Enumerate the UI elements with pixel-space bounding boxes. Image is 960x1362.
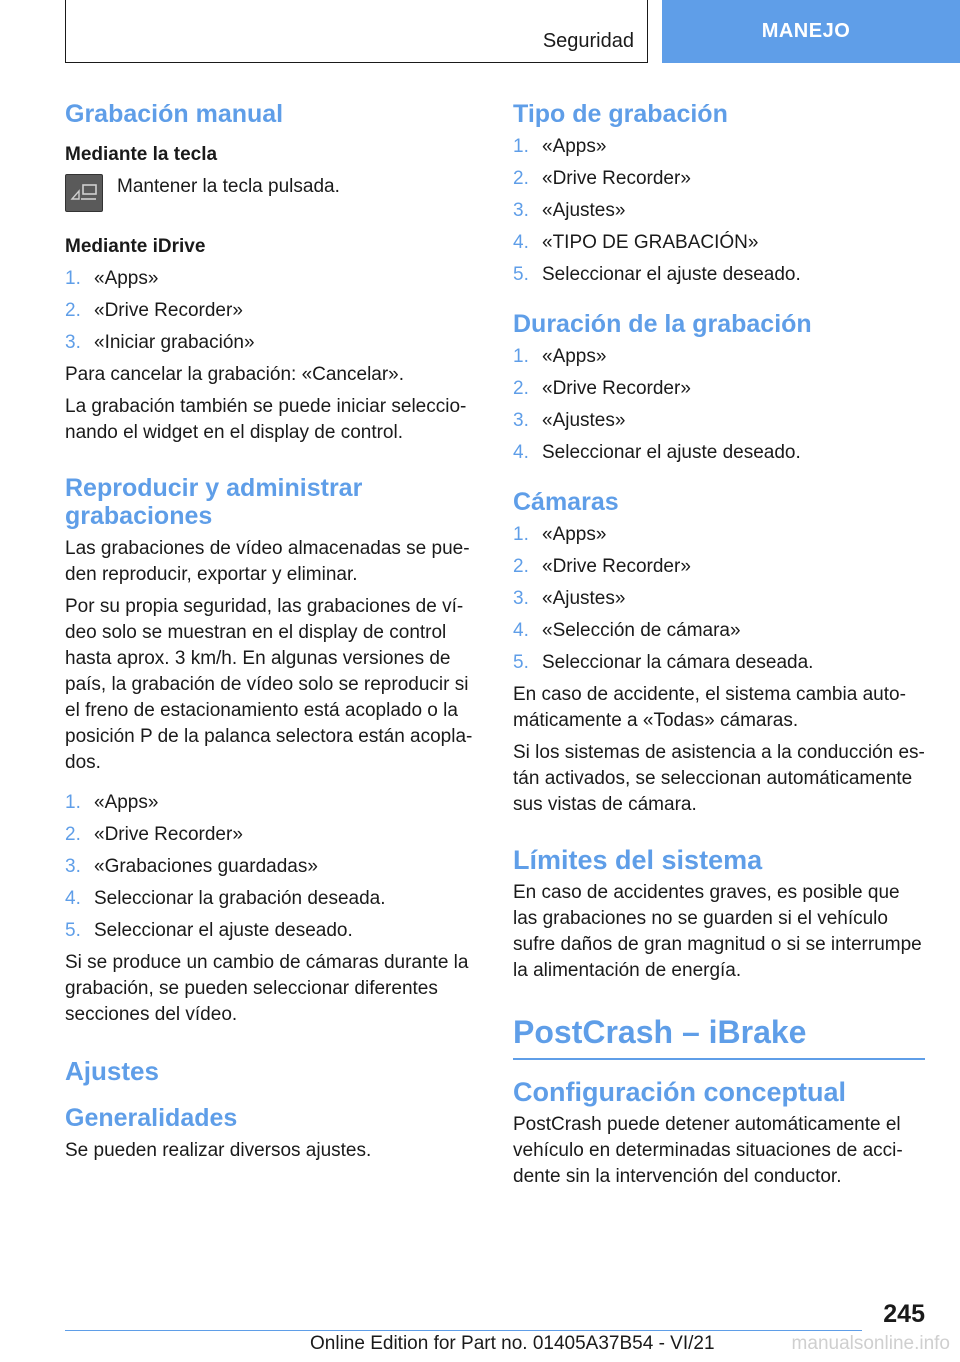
list-item: 2. «Drive Recorder» xyxy=(65,824,243,845)
footer-watermark: manualsonline.info xyxy=(791,1333,950,1354)
limites-paragraph: En caso de accidentes graves, es posible que las grabaciones no se guarden si el vehículo sufre daños de gran magnitud o si se interrumpe la alimentación de energía. xyxy=(513,882,922,981)
list-item: 5. Seleccionar la cámara deseada. xyxy=(513,652,814,673)
footer-divider xyxy=(65,1330,862,1331)
reproducir-paragraph-1: Las grabaciones de vídeo almacenadas se pueden reproducir, exportar y eliminar. xyxy=(65,538,470,585)
list-item: 2. «Drive Recorder» xyxy=(513,168,691,189)
list-item: 5. Seleccionar el ajuste deseado. xyxy=(65,920,353,941)
left-column xyxy=(65,100,477,1170)
header-chapter-label: MANEJO xyxy=(761,20,851,42)
heading-tipo-grabacion: Tipo de grabación xyxy=(513,100,728,128)
heading-camaras: Cámaras xyxy=(513,488,619,516)
heading-duracion: Duración de la grabación xyxy=(513,310,812,338)
record-key-icon xyxy=(65,174,103,212)
list-item: 4. «Selección de cámara» xyxy=(513,620,741,641)
steps-reproducir xyxy=(65,790,477,944)
heading-reproducir: Reproducir y administrar grabaciones xyxy=(65,474,363,530)
right-column xyxy=(513,100,925,1196)
heading-ajustes: Ajustes xyxy=(65,1056,159,1086)
footer-edition: Online Edition for Part no. 01405A37B54 - VI/21 xyxy=(310,1333,715,1354)
steps-manual xyxy=(65,266,477,356)
header-chapter-tab[interactable] xyxy=(662,0,960,63)
list-item: 3. «Ajustes» xyxy=(513,588,626,609)
heading-generalidades: Generalidades xyxy=(65,1104,238,1132)
reproducir-paragraph-3: Si se produce un cambio de cámaras durante la grabación, se pueden seleccionar diferentes secciones del vídeo. xyxy=(65,952,469,1025)
steps-tipo xyxy=(513,134,925,288)
cancel-paragraph: Para cancelar la grabación: «Cancelar». xyxy=(65,364,405,385)
reproducir-paragraph-2: Por su propia seguridad, las grabaciones de vídeo solo se muestran en el display de control hasta aprox. 3 km/h. En algunas versiones de país, la grabación de vídeo solo se reproducir si el freno de estacionamiento está acoplado o la posición P de la palanca selectora están acoplados. xyxy=(65,596,473,773)
list-item: 1. «Apps» xyxy=(513,346,607,367)
list-item: 3. «Ajustes» xyxy=(513,410,626,431)
list-item: 2. «Drive Recorder» xyxy=(65,300,243,321)
list-item: 3. «Iniciar grabación» xyxy=(65,332,255,353)
key-instruction xyxy=(65,174,477,212)
camaras-paragraph-2: Si los sistemas de asistencia a la conducción están activados, se seleccionan automáticamente sus vistas de cámara. xyxy=(513,742,925,815)
page-number: 245 xyxy=(883,1300,925,1328)
list-item: 3. «Grabaciones guardadas» xyxy=(65,856,318,877)
list-item: 4. Seleccionar la grabación deseada. xyxy=(65,888,386,909)
postcrash-title-block xyxy=(513,1012,925,1060)
list-item: 5. Seleccionar el ajuste deseado. xyxy=(513,264,801,285)
list-item: 3. «Ajustes» xyxy=(513,200,626,221)
list-item: 4. Seleccionar el ajuste deseado. xyxy=(513,442,801,463)
list-item: 4. «TIPO DE GRABACIÓN» xyxy=(513,232,759,253)
list-item: 1. «Apps» xyxy=(513,136,607,157)
subheading-mediante-tecla: Mediante la tecla xyxy=(65,144,218,165)
heading-limites: Límites del sistema xyxy=(513,845,763,875)
camaras-paragraph-1: En caso de accidente, el sistema cambia automáticamente a «Todas» cámaras. xyxy=(513,684,906,731)
generalidades-paragraph: Se pueden realizar diversos ajustes. xyxy=(65,1140,372,1161)
list-item: 2. «Drive Recorder» xyxy=(513,556,691,577)
header-section-title: Seguridad xyxy=(542,30,634,52)
list-item: 1. «Apps» xyxy=(65,268,159,289)
key-instruction-text: Mantener la tecla pulsada. xyxy=(117,176,340,197)
heading-grabacion-manual: Grabación manual xyxy=(65,100,284,128)
list-item: 1. «Apps» xyxy=(513,524,607,545)
subheading-mediante-idrive: Mediante iDrive xyxy=(65,236,206,257)
heading-postcrash: PostCrash – iBrake xyxy=(513,1014,807,1050)
list-item: 1. «Apps» xyxy=(65,792,159,813)
steps-duracion xyxy=(513,344,925,466)
steps-camaras xyxy=(513,522,925,676)
widget-paragraph: La grabación también se puede iniciar seleccionando el widget en el display de control. xyxy=(65,396,467,443)
list-item: 2. «Drive Recorder» xyxy=(513,378,691,399)
heading-configuracion: Configuración conceptual xyxy=(513,1077,847,1107)
postcrash-paragraph: PostCrash puede detener automáticamente el vehículo en determinadas situaciones de accidente sin la intervención del conductor. xyxy=(513,1114,903,1187)
